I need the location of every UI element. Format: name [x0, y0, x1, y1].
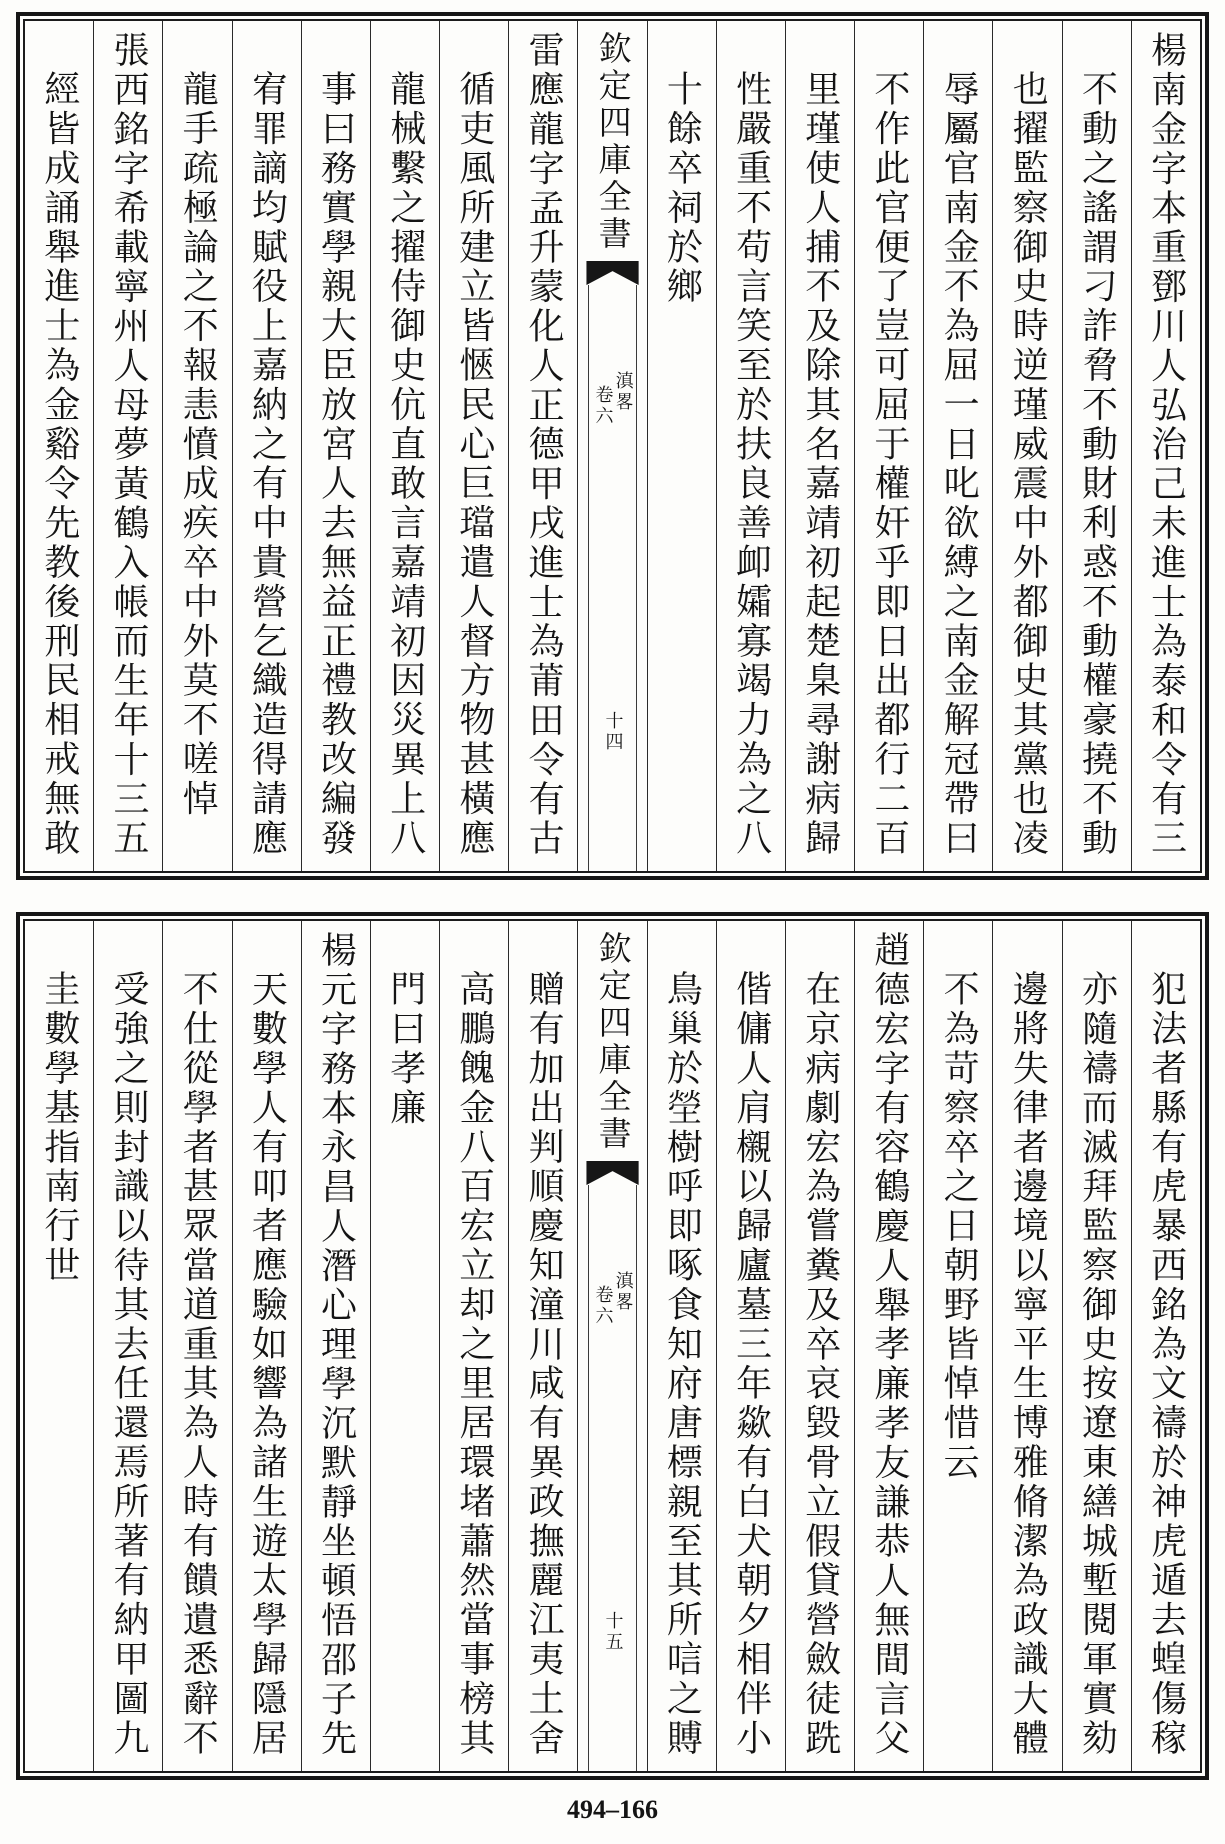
fish-tail-mark — [586, 261, 638, 285]
column-text: 楊元字務本永昌人潛心理學沉默靜坐頓悟邵子先 — [315, 931, 357, 1759]
column-text: 經皆成誦舉進士為金谿令先教後刑民相戒無敢 — [38, 70, 80, 859]
column-text: 趙德宏字有容鶴慶人舉孝廉孝友謙恭人無間言父 — [868, 931, 910, 1759]
text-column — [1132, 921, 1200, 1771]
column-text: 楊南金字本重鄧川人弘治己未進士為泰和令有三 — [1145, 31, 1187, 859]
text-column — [440, 21, 509, 871]
column-text: 張西銘字希載寧州人母夢黃鶴入帳而生年十三五 — [108, 31, 150, 859]
column-text: 偕傭人肩櫬以歸廬墓三年歘有白犬朝夕相伴小 — [730, 970, 772, 1759]
upper-leaf-frame — [23, 19, 1202, 873]
banxin-juan-number: 卷六 — [592, 1285, 614, 1327]
column-text: 龍械繫之擢侍御史伉直敢言嘉靖初因災異上八 — [384, 70, 426, 859]
column-text: 天數學人有叩者應驗如響為諸生遊太學歸隱居 — [246, 970, 288, 1759]
text-column — [1063, 21, 1132, 871]
text-column — [1063, 921, 1132, 1771]
banxin-book-name: 滇畧 — [612, 1271, 634, 1313]
column-text: 也擢監察御史時逆瑾威震中外都御史其黨也凌 — [1007, 70, 1049, 859]
text-column — [717, 21, 786, 871]
fish-tail-mark — [586, 1161, 638, 1185]
lower-leaf-frame — [23, 919, 1202, 1773]
column-text: 圭數學基指南行世 — [38, 970, 80, 1286]
column-text: 不動之謠謂刁詐脅不動財利惑不動權豪撓不動 — [1076, 70, 1118, 859]
text-column — [233, 921, 302, 1771]
column-text: 不為苛察卒之日朝野皆悼惜云 — [938, 970, 980, 1483]
text-column — [509, 921, 578, 1771]
text-column — [440, 921, 509, 1771]
text-column — [94, 921, 163, 1771]
banxin-title: 欽定四庫全書 — [593, 931, 633, 1153]
column-text: 十餘卒祠於鄉 — [661, 70, 703, 307]
column-text: 在京病劇宏為嘗糞及卒哀毀骨立假貸營斂徒跣 — [799, 970, 841, 1759]
text-column — [25, 21, 94, 871]
banxin-center-column — [578, 21, 647, 871]
text-column — [924, 921, 993, 1771]
banxin-center-column — [578, 921, 647, 1771]
column-text: 門曰孝廉 — [384, 970, 426, 1128]
column-text: 鳥巢於塋樹呼即啄食知府唐標親至其所唁之賻 — [661, 970, 703, 1759]
column-text: 事曰務實學親大臣放宮人去無益正禮教改編發 — [315, 70, 357, 859]
reprint-page-number: 494–166 — [567, 1795, 658, 1824]
column-text: 不作此官便了豈可屈于權奸乎即日出都行二百 — [868, 70, 910, 859]
text-column — [509, 21, 578, 871]
text-column — [717, 921, 786, 1771]
text-column — [648, 921, 717, 1771]
text-column — [233, 21, 302, 871]
column-text: 循吏風所建立皆愜民心巨璫遣人督方物甚橫應 — [453, 70, 495, 859]
column-text: 贈有加出判順慶知潼川咸有異政撫麗江夷土舍 — [523, 970, 565, 1759]
text-column — [1132, 21, 1200, 871]
text-column — [163, 921, 232, 1771]
text-column — [855, 921, 924, 1771]
column-text: 辱屬官南金不為屈一日叱欲縛之南金解冠帶曰 — [938, 70, 980, 859]
banxin-folio-number: 十五 — [602, 1611, 624, 1653]
banxin-juan-number: 卷六 — [592, 385, 614, 427]
column-text: 宥罪謫均賦役上嘉納之有中貴營乞織造得請應 — [246, 70, 288, 859]
column-text: 雷應龍字孟升蒙化人正德甲戌進士為莆田令有古 — [523, 31, 565, 859]
text-column — [924, 21, 993, 871]
column-text: 性嚴重不苟言笑至於扶良善卹孀寡竭力為之八 — [730, 70, 772, 859]
column-text: 犯法者縣有虎暴西銘為文禱於神虎遁去蝗傷稼 — [1145, 970, 1187, 1759]
banxin-title: 欽定四庫全書 — [593, 31, 633, 253]
text-column — [25, 921, 94, 1771]
column-text: 受強之則封識以待其去任還焉所著有納甲圖九 — [108, 970, 150, 1759]
text-column — [786, 21, 855, 871]
column-text: 龍手疏極論之不報恚憤成疾卒中外莫不嗟悼 — [177, 70, 219, 819]
column-text: 高鵬餽金八百宏立却之里居環堵蕭然當事榜其 — [453, 970, 495, 1759]
text-column — [302, 921, 371, 1771]
column-text: 邊將失律者邊境以寧平生博雅脩潔為政識大體 — [1007, 970, 1049, 1759]
text-column — [993, 921, 1062, 1771]
lower-leaf — [16, 912, 1209, 1780]
text-column — [94, 21, 163, 871]
text-column — [302, 21, 371, 871]
column-text: 亦隨禱而滅拜監察御史按遼東繕城塹閱軍實劾 — [1076, 970, 1118, 1759]
text-column — [648, 21, 717, 871]
text-column — [371, 921, 440, 1771]
column-text: 里瑾使人捕不及除其名嘉靖初起楚臬尋謝病歸 — [799, 70, 841, 859]
text-column — [993, 21, 1062, 871]
text-column — [163, 21, 232, 871]
banxin-folio-number: 十四 — [602, 711, 624, 753]
banxin-book-name: 滇畧 — [612, 371, 634, 413]
upper-leaf — [16, 12, 1209, 880]
text-column — [371, 21, 440, 871]
text-column — [855, 21, 924, 871]
text-column — [786, 921, 855, 1771]
column-text: 不仕從學者甚眾當道重其為人時有饋遺悉辭不 — [177, 970, 219, 1759]
